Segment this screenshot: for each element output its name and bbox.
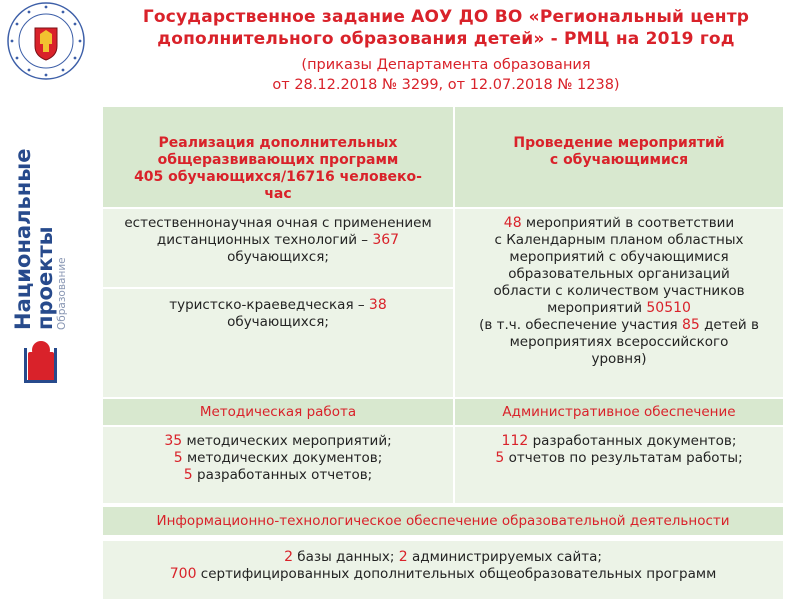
header-programs-line3: 405 обучающихся/16716 человеко- <box>134 169 422 185</box>
events-line6 <box>455 300 783 317</box>
cell-tourism <box>102 288 454 398</box>
method-item-text: методических документов; <box>182 450 383 466</box>
admin-item <box>455 433 783 450</box>
method-work-items <box>102 426 454 504</box>
national-projects-line3: Образование <box>56 257 68 330</box>
it-support-header: Информационно-технологическое обеспечение образовательной деятельности <box>102 506 784 536</box>
cell-natural-science <box>102 208 454 288</box>
natural-science-count: 367 <box>372 232 400 248</box>
children-count: 85 <box>681 317 700 333</box>
cell-events-description <box>454 208 784 398</box>
natural-science-line3: обучающихся; <box>227 249 329 265</box>
header-programs-line2: общеразвивающих программ <box>157 152 399 168</box>
method-item-count: 35 <box>164 433 183 449</box>
header-cell-events <box>454 106 784 208</box>
tourism-line1 <box>103 297 453 314</box>
admin-support-items <box>454 426 784 504</box>
events-line7-text: (в т.ч. обеспечение участия <box>479 317 682 333</box>
subtitle-line-2: от 28.12.2018 № 3299, от 12.07.2018 № 1238) <box>272 77 620 93</box>
slide-title <box>96 6 796 50</box>
admin-item-text: отчетов по результатам работы; <box>504 450 743 466</box>
method-item-count: 5 <box>183 467 193 483</box>
tourism-text: туристско-краеведческая – <box>169 297 369 313</box>
header-events-line2: с обучающимися <box>549 152 689 168</box>
events-line9: уровня) <box>591 351 647 367</box>
header-cell-programs <box>102 106 454 208</box>
events-line3: мероприятий с обучающимися <box>509 249 729 265</box>
events-count: 48 <box>503 215 522 231</box>
national-projects-line1: Национальные <box>11 148 35 330</box>
sites-text: администрируемых сайта; <box>407 549 602 565</box>
sites-count: 2 <box>398 549 408 565</box>
programs-text: сертифицированных дополнительных общеобразовательных программ <box>196 566 717 582</box>
events-line7-tail: детей в <box>699 317 759 333</box>
tourism-line2: обучающихся; <box>227 314 329 330</box>
national-projects-line2: проекты <box>33 226 57 330</box>
natural-science-line1: естественнонаучная очная с применением <box>124 215 432 231</box>
events-line8: мероприятиях всероссийского <box>509 334 729 350</box>
participants-count: 50510 <box>646 300 691 316</box>
tourism-count: 38 <box>368 297 387 313</box>
events-line5: области с количеством участников <box>493 283 745 299</box>
title-line-2: дополнительного образования детей» - РМЦ на 2019 год <box>157 29 735 49</box>
regional-center-emblem <box>5 0 87 82</box>
databases-count: 2 <box>284 549 293 565</box>
it-support-items <box>102 540 784 600</box>
events-line4: образовательных организаций <box>508 266 730 282</box>
it-line1 <box>103 549 783 566</box>
events-line2: с Календарным планом областных <box>494 232 744 248</box>
national-projects-logo-icon <box>14 338 68 386</box>
admin-item <box>455 450 783 467</box>
method-item <box>103 433 453 450</box>
method-item-count: 5 <box>173 450 183 466</box>
method-item-text: методических мероприятий; <box>182 433 392 449</box>
admin-item-count: 5 <box>495 450 505 466</box>
events-line1 <box>455 215 783 232</box>
method-item-text: разработанных отчетов; <box>192 467 373 483</box>
admin-support-header: Административное обеспечение <box>454 398 784 426</box>
method-item <box>103 467 453 484</box>
events-line1-text: мероприятий в соответствии <box>521 215 735 231</box>
header-programs-line1: Реализация дополнительных <box>158 135 398 151</box>
subtitle-line-1: (приказы Департамента образования <box>301 57 591 73</box>
programs-count: 700 <box>169 566 197 582</box>
slide-header <box>96 6 796 95</box>
admin-item-text: разработанных документов; <box>528 433 737 449</box>
events-line6-text: мероприятий <box>547 300 647 316</box>
natural-science-line2 <box>103 232 453 249</box>
method-item <box>103 450 453 467</box>
method-work-header: Методическая работа <box>102 398 454 426</box>
natural-science-text: дистанционных технологий – <box>156 232 373 248</box>
events-line7 <box>455 317 783 334</box>
state-assignment-table <box>102 106 784 600</box>
admin-item-count: 112 <box>501 433 529 449</box>
it-line2 <box>103 566 783 583</box>
slide-subtitle <box>96 55 796 95</box>
title-line-1: Государственное задание АОУ ДО ВО «Региональный центр <box>142 7 750 27</box>
databases-text: базы данных; <box>293 549 399 565</box>
header-programs-line4: час <box>264 186 292 202</box>
header-events-line1: Проведение мероприятий <box>513 135 725 151</box>
